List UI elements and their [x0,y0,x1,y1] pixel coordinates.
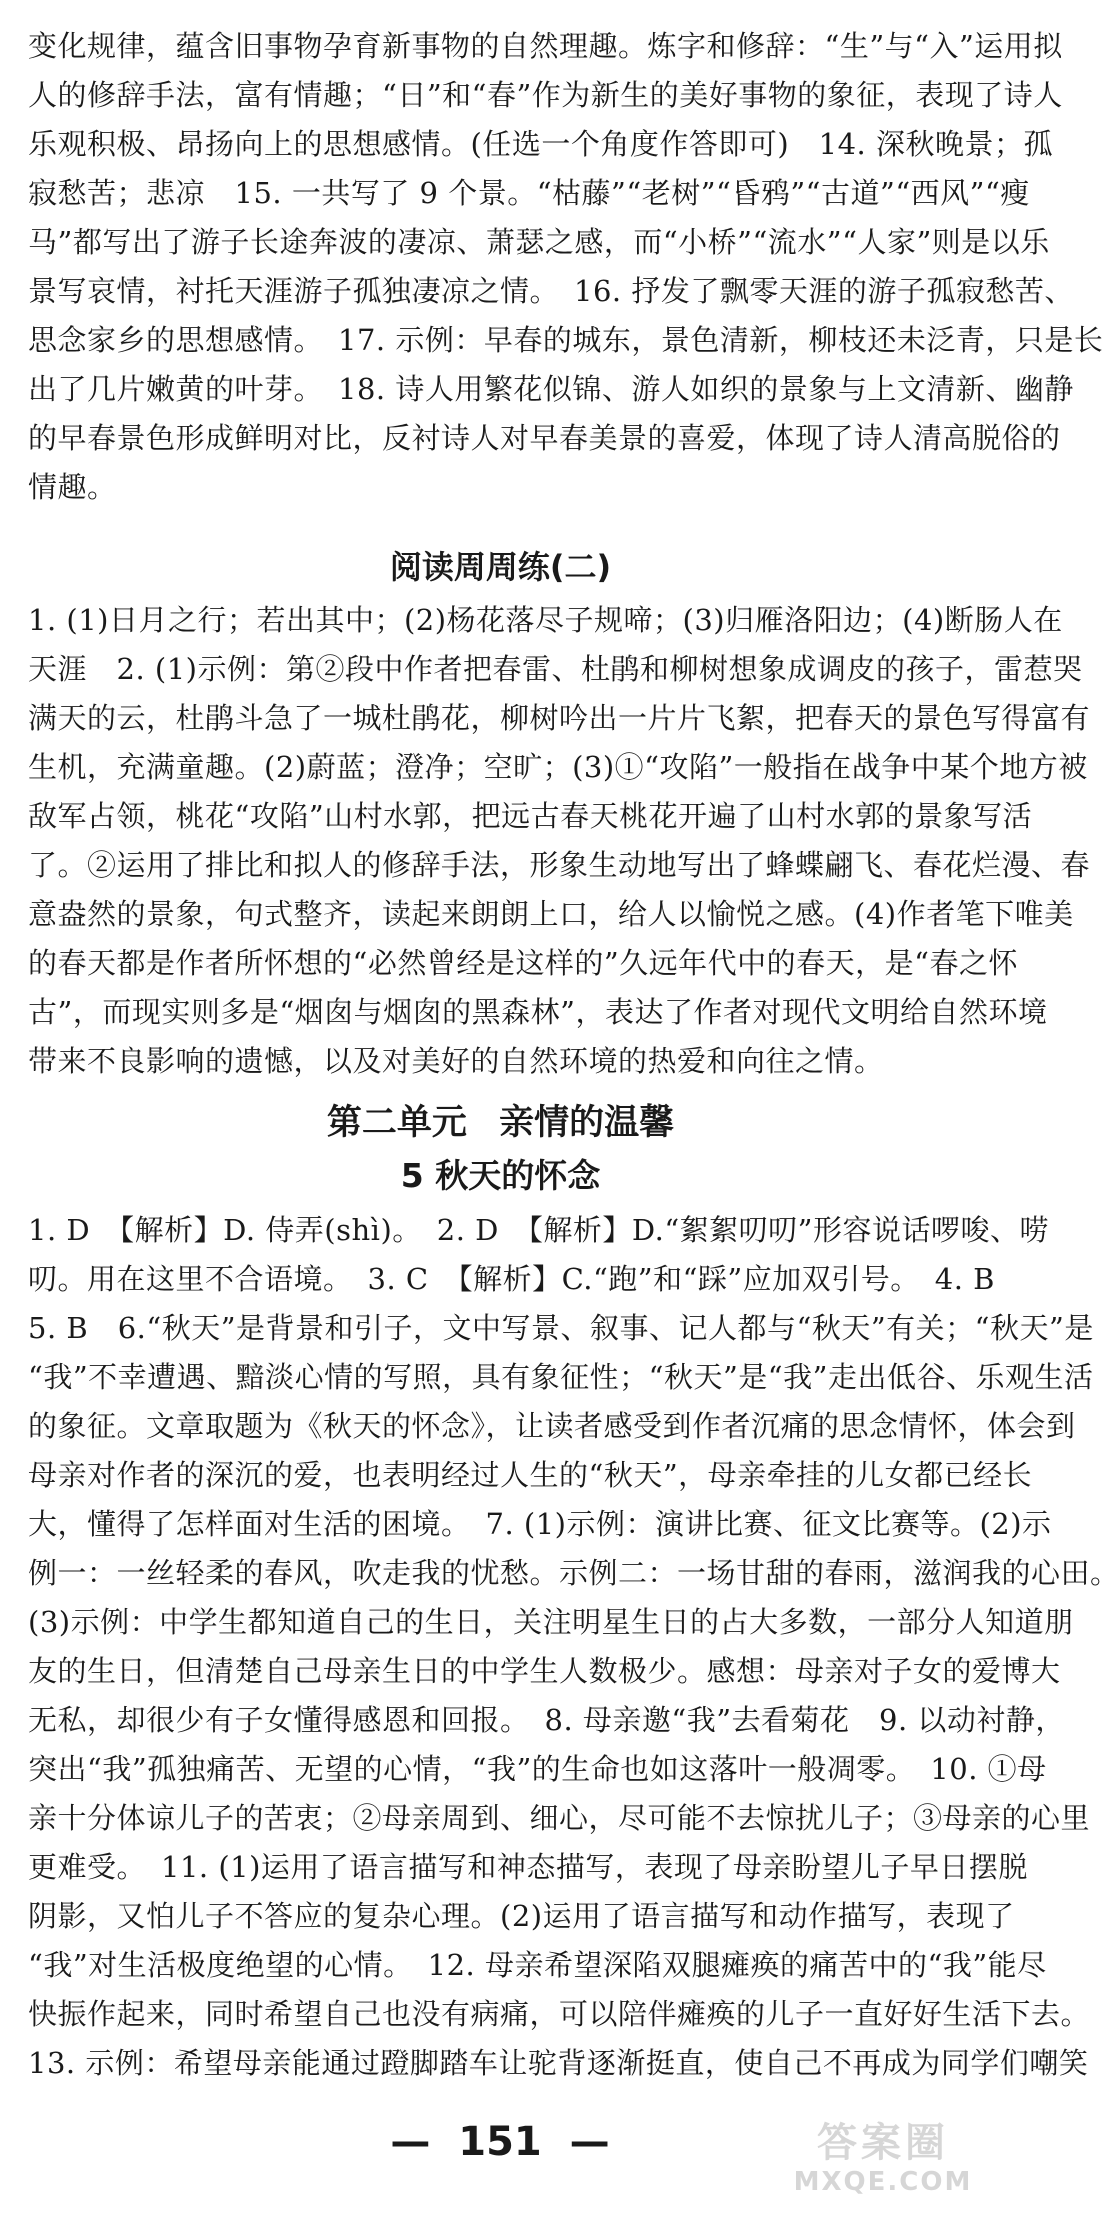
text-line: 人的修辞手法，富有情趣；“日”和“春”作为新生的美好事物的象征，表现了诗人 [28,78,1063,112]
text-line: 带来不良影响的遗憾，以及对美好的自然环境的热爱和向往之情。 [28,1044,884,1078]
text-line: 快振作起来，同时希望自己也没有病痛，可以陪伴瘫痪的儿子一直好好生活下去。 [28,1997,1091,2031]
text-line: 阴影，又怕儿子不答应的复杂心理。(2)运用了语言描写和动作描写，表现了 [28,1899,1015,1933]
text-line: 无私，却很少有子女懂得感恩和回报。 8. 母亲邀“我”去看菊花 9. 以动衬静， [28,1703,1065,1737]
text-line: 满天的云，杜鹃斗急了一城杜鹃花，柳树吟出一片片飞絮，把春天的景色写得富有 [28,701,1091,735]
answer-block-poetry [28,22,1104,512]
text-line: 友的生日，但清楚自己母亲生日的中学生人数极少。感想：母亲对子女的爱博大 [28,1654,1061,1688]
lesson-heading: 5 秋天的怀念 [400,1156,601,1195]
answer-block-weekly-practice [28,596,1091,1086]
text-line: “我”对生活极度绝望的心情。 12. 母亲希望深陷双腿瘫痪的痛苦中的“我”能尽 [28,1948,1047,1982]
page-number: — 151 — [390,2119,610,2165]
text-line: 情趣。 [28,470,117,504]
text-line: 了。②运用了排比和拟人的修辞手法，形象生动地写出了蜂蝶翩飞、春花烂漫、春 [28,848,1091,882]
text-line: 母亲对作者的深沉的爱，也表明经过人生的“秋天”，母亲牵挂的儿女都已经长 [28,1458,1033,1492]
text-line: 乐观积极、昂扬向上的思想感情。(任选一个角度作答即可) 14. 深秋晚景；孤 [28,127,1053,161]
text-line: 生机，充满童趣。(2)蔚蓝；澄净；空旷；(3)①“攻陷”一般指在战争中某个地方被 [28,750,1088,784]
watermark-text: 答案圈 [817,2120,949,2166]
text-line: 马”都写出了游子长途奔波的凄凉、萧瑟之感，而“小桥”“流水”“人家”则是以乐 [28,225,1050,259]
text-line: 叨。用在这里不合语境。 3. C 【解析】C.“跑”和“踩”应加双引号。 4. B [28,1262,995,1296]
text-line: 古”，而现实则多是“烟囱与烟囱的黑森林”，表达了作者对现代文明给自然环境 [28,995,1048,1029]
answer-block-lesson-5 [28,1206,1120,2088]
text-line: 1. (1)日月之行；若出其中；(2)杨花落尽子规啼；(3)归雁洛阳边；(4)断肠人在 [28,603,1063,637]
text-line: 的象征。文章取题为《秋天的怀念》，让读者感受到作者沉痛的思念情怀，体会到 [28,1409,1076,1443]
text-line: 思念家乡的思想感情。 17. 示例：早春的城东，景色清新，柳枝还未泛青，只是长 [28,323,1104,357]
section-heading-weekly-practice: 阅读周周练(二) [389,548,612,586]
watermark-url: MXQE.COM [793,2167,973,2197]
answer-page [28,22,1120,2192]
text-line: 13. 示例：希望母亲能通过蹬脚踏车让驼背逐渐挺直，使自己不再成为同学们嘲笑 [28,2046,1089,2080]
text-line: 1. D 【解析】D. 侍弄(shì)。 2. D 【解析】D.“絮絮叨叨”形容说话啰唆、唠 [28,1213,1049,1247]
text-line: “我”不幸遭遇、黯淡心情的写照，具有象征性；“秋天”是“我”走出低谷、乐观生活 [28,1360,1094,1394]
text-line: 景写哀情，衬托天涯游子孤独凄凉之情。 16. 抒发了飘零天涯的游子孤寂愁苦、 [28,274,1074,308]
watermark-logo [788,2119,978,2201]
text-line: 的早春景色形成鲜明对比，反衬诗人对早春美景的喜爱，体现了诗人清高脱俗的 [28,421,1061,455]
text-line: 出了几片嫩黄的叶芽。 18. 诗人用繁花似锦、游人如织的景象与上文清新、幽静 [28,372,1074,406]
text-line: 更难受。 11. (1)运用了语言描写和神态描写，表现了母亲盼望儿子早日摆脱 [28,1850,1028,1884]
text-line: 突出“我”孤独痛苦、无望的心情，“我”的生命也如这落叶一般凋零。 10. ①母 [28,1752,1047,1786]
text-line: 5. B 6.“秋天”是背景和引子，文中写景、叙事、记人都与“秋天”有关；“秋天”是 [28,1311,1094,1345]
text-line: 的春天都是作者所怀想的“必然曾经是这样的”久远年代中的春天，是“春之怀 [28,946,1018,980]
text-line: 大，懂得了怎样面对生活的困境。 7. (1)示例：演讲比赛、征文比赛等。(2)示 [28,1507,1052,1541]
text-line: 意盎然的景象，句式整齐，读起来朗朗上口，给人以愉悦之感。(4)作者笔下唯美 [28,897,1074,931]
text-line: (3)示例：中学生都知道自己的生日，关注明星生日的占大多数，一部分人知道朋 [28,1605,1074,1639]
text-line: 寂愁苦；悲凉 15. 一共写了 9 个景。“枯藤”“老树”“昏鸦”“古道”“西风”“瘦 [28,176,1030,210]
unit-heading: 第二单元 亲情的温馨 [326,1103,675,1143]
text-line: 天涯 2. (1)示例：第②段中作者把春雷、杜鹃和柳树想象成调皮的孩子，雷惹哭 [28,652,1083,686]
text-line: 例一：一丝轻柔的春风，吹走我的忧愁。示例二：一场甘甜的春雨，滋润我的心田。 [28,1556,1120,1590]
text-line: 亲十分体谅儿子的苦衷；②母亲周到、细心，尽可能不去惊扰儿子；③母亲的心里 [28,1801,1091,1835]
text-line: 敌军占领，桃花“攻陷”山村水郭，把远古春天桃花开遍了山村水郭的景象写活 [28,799,1033,833]
text-line: 变化规律，蕴含旧事物孕育新事物的自然理趣。炼字和修辞：“生”与“入”运用拟 [28,29,1063,63]
